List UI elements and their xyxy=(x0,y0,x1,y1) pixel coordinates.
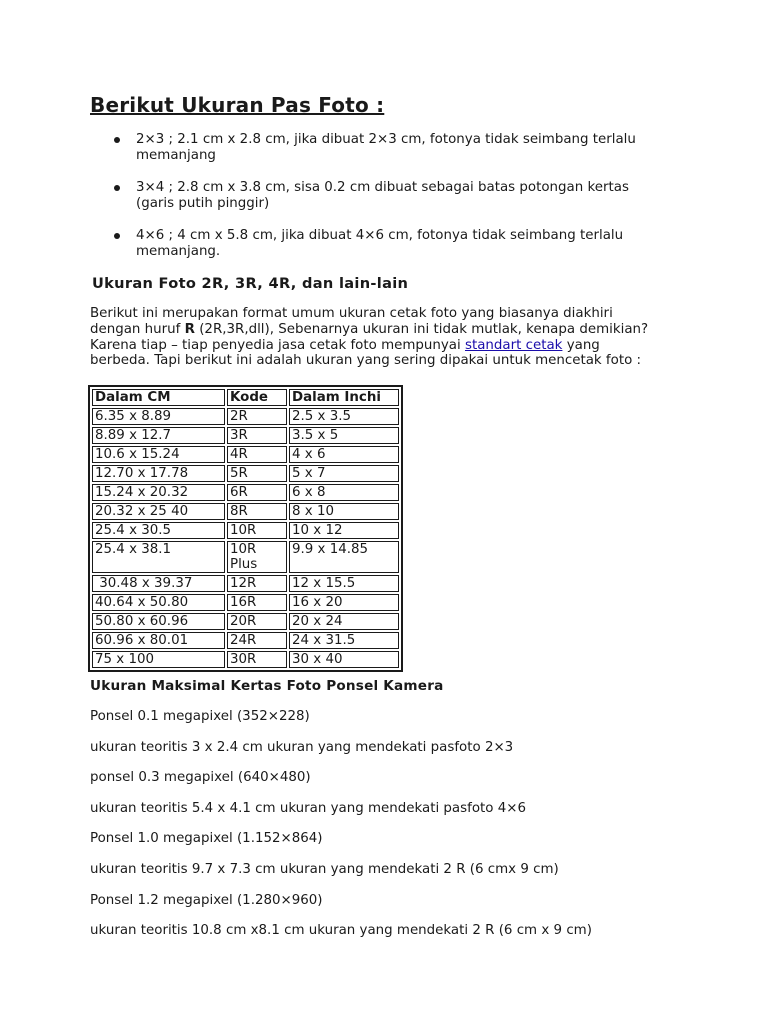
table-row xyxy=(92,594,399,611)
cell-cm: 8.89 x 12.7 xyxy=(92,427,225,444)
intro-text: Berikut ini merupakan format umum ukuran cetak foto yang biasanya diakhiri dengan huruf xyxy=(90,306,613,337)
cell-inchi: 24 x 31.5 xyxy=(289,632,399,649)
column-header-inchi: Dalam Inchi xyxy=(289,389,399,406)
cell-kode: 10R xyxy=(227,522,287,539)
cell-cm: 50.80 x 60.96 xyxy=(92,613,225,630)
cell-kode: 24R xyxy=(227,632,287,649)
intro-bold-letter: R xyxy=(184,321,195,337)
table-row xyxy=(92,632,399,649)
cell-kode: 20R xyxy=(227,613,287,630)
column-header-kode: Kode xyxy=(227,389,287,406)
intro-paragraph xyxy=(90,306,650,369)
cell-inchi: 2.5 x 3.5 xyxy=(289,408,399,425)
list-item: ukuran teoritis 3 x 2.4 cm ukuran yang mendekati pasfoto 2×3 xyxy=(90,739,514,755)
cell-cm: 60.96 x 80.01 xyxy=(92,632,225,649)
cell-kode: 10R Plus xyxy=(227,541,287,573)
cell-inchi: 5 x 7 xyxy=(289,465,399,482)
table-row xyxy=(92,408,399,425)
table-row xyxy=(92,651,399,668)
table-row xyxy=(92,484,399,501)
cell-kode: 12R xyxy=(227,575,287,592)
cell-cm: 30.48 x 39.37 xyxy=(92,575,225,592)
column-header-cm: Dalam CM xyxy=(92,389,225,406)
table-row xyxy=(92,613,399,630)
list-item: 3×4 ; 2.8 cm x 3.8 cm, sisa 0.2 cm dibuat sebagai batas potongan kertas (garis putih pinggir) xyxy=(90,180,670,212)
cell-inchi: 6 x 8 xyxy=(289,484,399,501)
page-title: Berikut Ukuran Pas Foto : xyxy=(90,93,385,117)
cell-kode: 6R xyxy=(227,484,287,501)
cell-kode: 5R xyxy=(227,465,287,482)
photo-size-table xyxy=(88,385,403,672)
pas-foto-list xyxy=(90,132,670,276)
cell-kode: 8R xyxy=(227,503,287,520)
table-row xyxy=(92,503,399,520)
cell-cm: 12.70 x 17.78 xyxy=(92,465,225,482)
cell-cm: 25.4 x 38.1 xyxy=(92,541,225,573)
table-row xyxy=(92,575,399,592)
table-row xyxy=(92,446,399,463)
cell-cm: 15.24 x 20.32 xyxy=(92,484,225,501)
cell-cm: 20.32 x 25 40 xyxy=(92,503,225,520)
cell-inchi: 12 x 15.5 xyxy=(289,575,399,592)
list-item: 2×3 ; 2.1 cm x 2.8 cm, jika dibuat 2×3 cm, fotonya tidak seimbang terlalu memanjang xyxy=(90,132,670,164)
cell-inchi: 10 x 12 xyxy=(289,522,399,539)
list-item: 4×6 ; 4 cm x 5.8 cm, jika dibuat 4×6 cm, fotonya tidak seimbang terlalu memanjang. xyxy=(90,228,670,260)
cell-cm: 10.6 x 15.24 xyxy=(92,446,225,463)
section-heading-ponsel: Ukuran Maksimal Kertas Foto Ponsel Kamera xyxy=(90,678,444,694)
table-body xyxy=(92,408,399,668)
table-row xyxy=(92,541,399,573)
cell-inchi: 8 x 10 xyxy=(289,503,399,520)
cell-cm: 25.4 x 30.5 xyxy=(92,522,225,539)
ponsel-list xyxy=(90,709,710,954)
section-heading-foto-r: Ukuran Foto 2R, 3R, 4R, dan lain-lain xyxy=(92,275,409,292)
intro-text: (2R,3R,dll), Sebenarnya ukuran ini tidak mutlak, kenapa demikian? Karena tiap – tiap penyedia jasa cetak foto mempunyai xyxy=(90,321,649,353)
list-item: Ponsel 0.1 megapixel (352×228) xyxy=(90,709,310,724)
table-header-row xyxy=(92,389,399,406)
cell-cm: 6.35 x 8.89 xyxy=(92,408,225,425)
list-item: Ponsel 1.0 megapixel (1.152×864) xyxy=(90,831,323,847)
cell-inchi: 4 x 6 xyxy=(289,446,399,463)
list-item: ukuran teoritis 10.8 cm x8.1 cm ukuran yang mendekati 2 R (6 cm x 9 cm) xyxy=(90,923,592,939)
cell-inchi: 16 x 20 xyxy=(289,594,399,611)
list-item: Ponsel 1.2 megapixel (1.280×960) xyxy=(90,892,323,908)
cell-kode: 2R xyxy=(227,408,287,425)
list-item: ponsel 0.3 megapixel (640×480) xyxy=(90,770,311,786)
list-item: ukuran teoritis 9.7 x 7.3 cm ukuran yang mendekati 2 R (6 cmx 9 cm) xyxy=(90,861,559,877)
list-item: ukuran teoritis 5.4 x 4.1 cm ukuran yang mendekati pasfoto 4×6 xyxy=(90,800,526,816)
cell-inchi: 9.9 x 14.85 xyxy=(289,541,399,573)
standart-cetak-link[interactable]: standart cetak xyxy=(464,337,563,353)
cell-inchi: 20 x 24 xyxy=(289,613,399,630)
cell-kode: 16R xyxy=(227,594,287,611)
cell-kode: 4R xyxy=(227,446,287,463)
intro-text: yang berbeda. Tapi berikut ini adalah ukuran yang sering dipakai untuk mencetak foto : xyxy=(90,337,642,369)
table-row xyxy=(92,427,399,444)
cell-inchi: 3.5 x 5 xyxy=(289,427,399,444)
cell-cm: 40.64 x 50.80 xyxy=(92,594,225,611)
cell-inchi: 30 x 40 xyxy=(289,651,399,668)
cell-cm: 75 x 100 xyxy=(92,651,225,668)
cell-kode: 3R xyxy=(227,427,287,444)
table-row xyxy=(92,465,399,482)
cell-kode: 30R xyxy=(227,651,287,668)
table-row xyxy=(92,522,399,539)
